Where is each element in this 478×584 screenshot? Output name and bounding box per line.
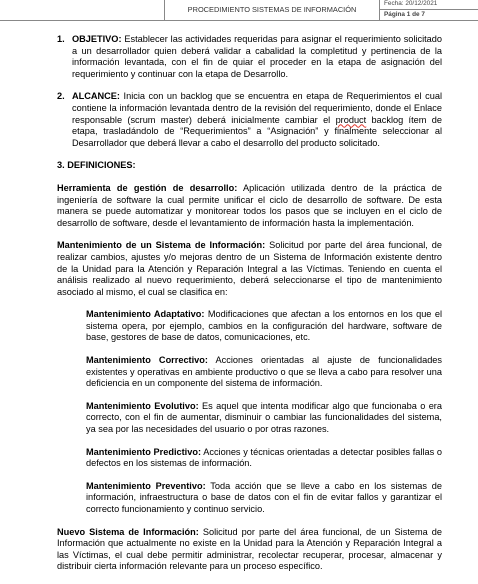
header-title: PROCEDIMIENTO SISTEMAS DE INFORMACIÓN bbox=[165, 0, 379, 21]
item-text-cont: backlog ítem de etapa, trasladándolo de “Requerimientos” a “Asignación” y finalmente seleccionar al Desarrollador que deberá llevar a cabo el desarrollo del producto solicitado. bbox=[72, 114, 442, 148]
definition-term: Herramienta de gestión de desarrollo: bbox=[57, 182, 238, 193]
definition bbox=[57, 240, 442, 298]
sub-definition-text: Acciones orientadas al ajuste de funcionalidades existentes y operativas en ambiente productivo o que se lleva a cabo para resolver una deficiencia en un componente del sistema de información. bbox=[86, 355, 443, 389]
document-header bbox=[0, 0, 478, 22]
fecha-row bbox=[380, 0, 478, 10]
item-number: 1. bbox=[57, 34, 65, 44]
sub-definition-term: Mantenimiento Predictivo: bbox=[86, 446, 202, 457]
sub-definition bbox=[86, 309, 442, 344]
item-number: 2. bbox=[57, 91, 65, 102]
sub-definition bbox=[86, 355, 442, 390]
sub-definition-term: Mantenimiento Evolutivo: bbox=[86, 400, 199, 411]
definition bbox=[57, 183, 442, 229]
sub-definition bbox=[86, 481, 442, 516]
logo-cell bbox=[0, 0, 165, 21]
sub-definition-term: Mantenimiento Adaptativo: bbox=[86, 309, 205, 320]
pagina-value: 1 de 7 bbox=[406, 11, 425, 18]
definition-term: Nuevo Sistema de Información: bbox=[57, 526, 199, 537]
fecha-value: 20/12/2021 bbox=[405, 0, 438, 7]
item-text: Inicia con un backlog que se encuentra en etapa de Requerimientos el cual contiene la información levantada dentro de la revisión del requerimiento, donde el Enlace responsable (scrum master) deberá inicialmente cambiar el bbox=[72, 91, 442, 125]
definition-text: Solicitud por parte del área funcional, de un Sistema de Información que actualmente no existe en la Unidad para la Atención y Reparación Integral a las Víctimas, el cual debe permitir administrar, recolectar recuperar, procesar, almacenar y distribuir cierta información relevante para un proceso específico. bbox=[57, 526, 443, 572]
sub-definition bbox=[86, 447, 442, 470]
definition-term: Mantenimiento de un Sistema de Información: bbox=[57, 240, 266, 251]
item-title: ALCANCE: bbox=[72, 91, 120, 102]
definition bbox=[57, 527, 442, 573]
sub-definition-term: Mantenimiento Correctivo: bbox=[86, 355, 208, 366]
sub-definition-text: Modificaciones que afectan a los entornos en los que el sistema opera, por ejemplo, cambios en la configuración del hardware, software de base, gestores de base de datos, comunicaciones, etc. bbox=[86, 309, 442, 343]
misspelled-word: product bbox=[335, 114, 367, 125]
header-meta bbox=[379, 0, 478, 21]
sub-definition-term: Mantenimiento Preventivo: bbox=[86, 480, 206, 491]
alcance-item bbox=[57, 91, 442, 149]
pagina-label: Página bbox=[384, 11, 405, 18]
item-text: Establecer las actividades requeridas para asignar el requerimiento solicitado a un desarrollador quien deberá validar a cabalidad la completitud y pertinencia de la información levantada, con el fin de quiar el proceder en la etapa de asignación del requerimiento y continuar con la etapa de Desarrollo. bbox=[72, 34, 442, 79]
document-body bbox=[57, 34, 442, 584]
sub-definition-text: Acciones y técnicas orientadas a detectar posibles fallas o defectos en los sistemas de información. bbox=[86, 446, 442, 469]
definition-text: Aplicación utilizada dentro de la práctica de ingeniería de software la cual permite unificar el ciclo de desarrollo de software. De esta manera se puede automatizar y monitorear todos los pasos que se incluyen en el ciclo de desarrollo de software, desde el levantamiento de información hasta la implementación. bbox=[57, 182, 442, 228]
section-heading: 3. DEFINICIONES: bbox=[57, 160, 136, 171]
pagina-row bbox=[380, 10, 478, 20]
item-title: OBJETIVO: bbox=[72, 34, 122, 44]
definition-text: Solicitud por parte del área funcional, de realizar cambios, ajustes y/o mejoras dentro de un Sistema de Información existente dentro de la Unidad para la Atención y Reparación Integral a las Víctimas. Teniendo en cuenta el análisis realizado al nuevo requerimiento, deberá seleccionarse el tipo de mantenimiento asociado al mismo, el cual se clasifica en: bbox=[57, 240, 442, 297]
objetivo-item bbox=[57, 34, 442, 80]
sub-definition-text: Es aquel que intenta modificar algo que funcionaba o era correcto, con el fin de aumentar, disminuir o cambiar las funcionalidades del sistema, ya sea por las necesidades del usuario o por otras razones. bbox=[86, 400, 442, 435]
sub-definition-text: Toda acción que se lleve a cabo en los sistemas de información, infraestructura o base de datos con el fin de evitar fallos y garantizar el correcto funcionamiento y continuo servicio. bbox=[86, 480, 442, 514]
fecha-label: Fecha: bbox=[384, 0, 404, 7]
sub-definition bbox=[86, 401, 442, 436]
